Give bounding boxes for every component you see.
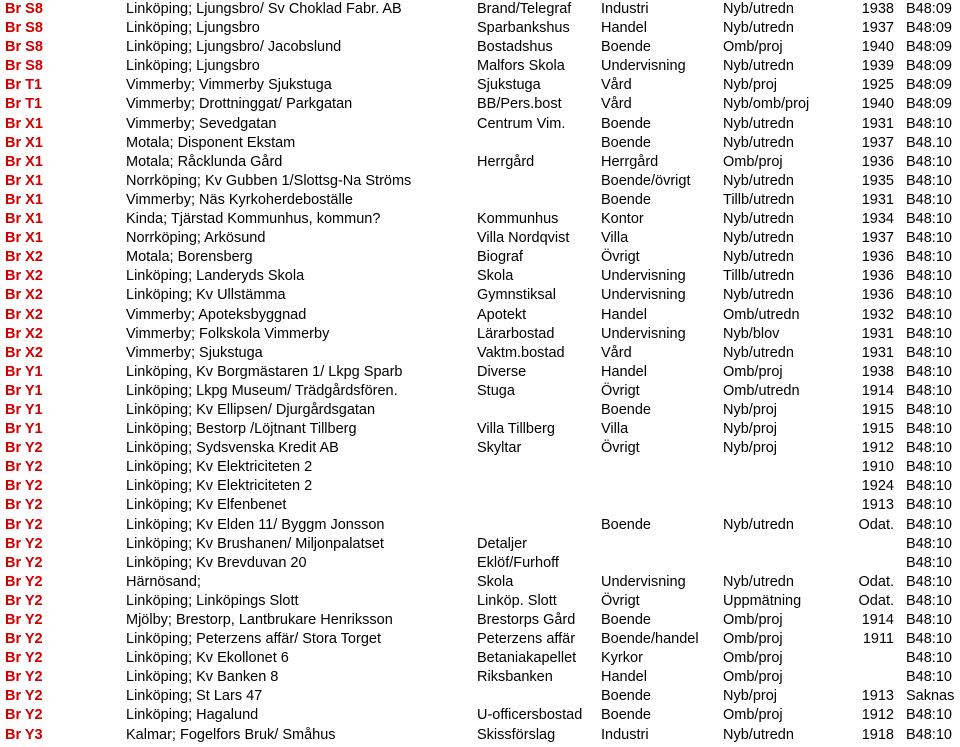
object-cell: Vaktm.bostad <box>477 344 565 361</box>
status-cell: Nyb/utredn <box>723 230 794 247</box>
table-row <box>0 496 960 515</box>
object-cell: Peterzens affär <box>477 631 576 648</box>
location-cell: Linköping; Ljungsbro <box>126 20 260 37</box>
location-cell: Linköping; Peterzens affär/ Stora Torget <box>126 631 381 648</box>
table-row <box>0 439 960 458</box>
object-cell: Apotekt <box>477 306 527 323</box>
table-row <box>0 668 960 687</box>
code-cell: Br Y3 <box>5 726 43 743</box>
table-row <box>0 95 960 114</box>
year-cell: 1931 <box>861 325 894 342</box>
object-cell: Betaniakapellet <box>477 650 577 667</box>
status-cell: Nyb/blov <box>723 325 780 342</box>
category-cell: Undervisning <box>601 268 686 285</box>
location-cell: Kinda; Tjärstad Kommunhus, kommun? <box>126 211 381 228</box>
location-cell: Vimmerby; Apoteksbyggnad <box>126 306 307 323</box>
table-row <box>0 19 960 38</box>
reference-cell: B48:10 <box>906 497 952 514</box>
category-cell: Villa <box>601 230 629 247</box>
location-cell: Linköping; Bestorp /Löjtnant Tillberg <box>126 421 357 438</box>
category-cell: Övrigt <box>601 382 640 399</box>
year-cell: 1914 <box>861 382 894 399</box>
location-cell: Härnösand; <box>126 573 201 590</box>
table-row <box>0 363 960 382</box>
object-cell: Skyltar <box>477 440 522 457</box>
table-row <box>0 134 960 153</box>
location-cell: Motala; Borensberg <box>126 249 253 266</box>
reference-cell: B48:09 <box>906 20 952 37</box>
table-row <box>0 420 960 439</box>
status-cell: Nyb/proj <box>723 77 777 94</box>
object-cell: Skola <box>477 268 514 285</box>
year-cell: 1911 <box>862 631 894 648</box>
table-row <box>0 649 960 668</box>
year-cell: 1918 <box>861 726 894 743</box>
object-cell: BB/Pers.bost <box>477 96 562 113</box>
category-cell: Undervisning <box>601 573 686 590</box>
reference-cell: B48:10 <box>906 535 952 552</box>
reference-cell: B48:10 <box>906 382 952 399</box>
reference-cell: B48:10 <box>906 650 952 667</box>
object-cell: Skola <box>477 573 514 590</box>
code-cell: Br X2 <box>5 325 43 342</box>
object-cell: Centrum Vim. <box>477 115 566 132</box>
reference-cell: B48:09 <box>906 77 952 94</box>
category-cell: Boende <box>601 707 651 724</box>
reference-cell: B48:09 <box>906 1 952 17</box>
code-cell: Br S8 <box>5 1 43 17</box>
table-row <box>0 229 960 248</box>
code-cell: Br Y2 <box>5 612 43 628</box>
object-cell: Skissförslag <box>477 726 556 743</box>
status-cell: Nyb/utredn <box>723 516 794 533</box>
reference-cell: B48:10 <box>906 172 952 189</box>
code-cell: Br S8 <box>5 58 43 75</box>
reference-cell: B48:10 <box>906 211 952 228</box>
reference-cell: B48:09 <box>906 39 952 56</box>
code-cell: Br Y2 <box>5 440 43 457</box>
reference-cell: B48.10 <box>906 134 952 151</box>
table-row <box>0 153 960 172</box>
reference-cell: B48:10 <box>906 268 952 285</box>
object-cell: Gymnstiksal <box>477 287 556 304</box>
location-cell: Linköping; Kv Brevduvan 20 <box>126 554 307 571</box>
status-cell: Nyb/proj <box>723 440 777 457</box>
reference-cell: B48:10 <box>906 554 952 571</box>
year-cell: 1935 <box>861 172 894 189</box>
reference-cell: B48:09 <box>906 58 952 75</box>
code-cell: Br X1 <box>5 191 43 208</box>
location-cell: Linköping; St Lars 47 <box>126 688 263 705</box>
status-cell: Omb/proj <box>723 631 783 648</box>
location-cell: Linköping; Hagalund <box>126 707 259 724</box>
category-cell: Industri <box>601 1 649 17</box>
code-cell: Br Y2 <box>5 650 43 667</box>
code-cell: Br Y2 <box>5 459 43 476</box>
object-cell: Eklöf/Furhoff <box>477 554 559 571</box>
code-cell: Br X1 <box>5 115 43 132</box>
table-row <box>0 306 960 325</box>
table-row <box>0 592 960 611</box>
location-cell: Linköping; Linköpings Slott <box>126 592 299 609</box>
table-row <box>0 191 960 210</box>
location-cell: Linköping; Lkpg Museum/ Trädgårdsfören. <box>126 382 398 399</box>
category-cell: Industri <box>601 726 649 743</box>
year-cell: 1938 <box>861 363 894 380</box>
year-cell: 1912 <box>861 440 894 457</box>
code-cell: Br Y2 <box>5 497 43 514</box>
code-cell: Br Y2 <box>5 554 43 571</box>
reference-cell: B48:10 <box>906 478 952 495</box>
object-cell: Villa Nordqvist <box>477 230 570 247</box>
reference-cell: B48:10 <box>906 631 952 648</box>
object-cell: Riksbanken <box>477 669 553 686</box>
object-cell: Brand/Telegraf <box>477 1 572 17</box>
code-cell: Br X1 <box>5 172 43 189</box>
code-cell: Br X1 <box>5 211 43 228</box>
table-row <box>0 0 960 19</box>
year-cell: 1931 <box>861 115 894 132</box>
location-cell: Kalmar; Fogelfors Bruk/ Småhus <box>126 726 336 743</box>
year-cell: 1937 <box>861 230 894 247</box>
year-cell: 1913 <box>861 688 894 705</box>
year-cell: 1913 <box>861 497 894 514</box>
object-cell: Malfors Skola <box>477 58 565 75</box>
category-cell: Vård <box>601 344 632 361</box>
year-cell: Odat. <box>858 592 894 609</box>
location-cell: Linköping; Kv Banken 8 <box>126 669 279 686</box>
location-cell: Vimmerby; Sjukstuga <box>126 344 263 361</box>
category-cell: Herrgård <box>601 153 659 170</box>
location-cell: Linköping; Kv Ekollonet 6 <box>126 650 289 667</box>
location-cell: Linköping; Kv Elektriciteten 2 <box>126 459 313 476</box>
object-cell: Stuga <box>477 382 515 399</box>
year-cell: 1924 <box>861 478 894 495</box>
status-cell: Omb/proj <box>723 612 783 628</box>
status-cell: Nyb/proj <box>723 401 777 418</box>
status-cell: Tillb/utredn <box>723 191 795 208</box>
reference-cell: B48:10 <box>906 306 952 323</box>
code-cell: Br X1 <box>5 230 43 247</box>
reference-cell: Saknas <box>906 688 955 705</box>
category-cell: Boende <box>601 134 651 151</box>
status-cell: Nyb/utredn <box>723 58 794 75</box>
table-row <box>0 382 960 401</box>
code-cell: Br X2 <box>5 268 43 285</box>
status-cell: Nyb/utredn <box>723 211 794 228</box>
category-cell: Vård <box>601 96 632 113</box>
location-cell: Norrköping; Kv Gubben 1/Slottsg-Na Ströms <box>126 172 412 189</box>
year-cell: 1931 <box>861 344 894 361</box>
status-cell: Omb/utredn <box>723 306 800 323</box>
year-cell: 1934 <box>861 211 894 228</box>
reference-cell: B48:10 <box>906 287 952 304</box>
status-cell: Omb/proj <box>723 650 783 667</box>
object-cell: Sparbankshus <box>477 20 570 37</box>
category-cell: Boende <box>601 115 651 132</box>
category-cell: Undervisning <box>601 287 686 304</box>
category-cell: Handel <box>601 669 647 686</box>
reference-cell: B48:10 <box>906 401 952 418</box>
object-cell: Brestorps Gård <box>477 612 576 628</box>
year-cell: 1936 <box>861 287 894 304</box>
table-row <box>0 726 960 745</box>
location-cell: Linköping; Kv Elektriciteten 2 <box>126 478 313 495</box>
code-cell: Br Y1 <box>5 401 43 418</box>
reference-cell: B48:10 <box>906 325 952 342</box>
object-cell: Biograf <box>477 249 523 266</box>
table-row <box>0 76 960 95</box>
table-row <box>0 573 960 592</box>
reference-cell: B48:10 <box>906 726 952 743</box>
location-cell: Linköping; Ljungsbro/ Sv Choklad Fabr. AB <box>126 1 402 17</box>
year-cell: 1937 <box>861 20 894 37</box>
year-cell: 1939 <box>861 58 894 75</box>
code-cell: Br T1 <box>5 77 43 94</box>
category-cell: Kyrkor <box>601 650 643 667</box>
year-cell: 1936 <box>861 153 894 170</box>
table-row <box>0 687 960 706</box>
location-cell: Motala; Råcklunda Gård <box>126 153 283 170</box>
table-row <box>0 115 960 134</box>
reference-cell: B48:10 <box>906 516 952 533</box>
category-cell: Boende <box>601 612 651 628</box>
status-cell: Omb/proj <box>723 363 783 380</box>
code-cell: Br Y2 <box>5 592 43 609</box>
object-cell: Linköp. Slott <box>477 592 557 609</box>
reference-cell: B48:10 <box>906 707 952 724</box>
status-cell: Nyb/utredn <box>723 1 794 17</box>
reference-cell: B48:10 <box>906 230 952 247</box>
reference-cell: B48:10 <box>906 344 952 361</box>
location-cell: Linköping; Sydsvenska Kredit AB <box>126 440 339 457</box>
table-row <box>0 325 960 344</box>
code-cell: Br Y2 <box>5 573 43 590</box>
object-cell: Diverse <box>477 363 527 380</box>
category-cell: Boende <box>601 688 651 705</box>
status-cell: Nyb/utredn <box>723 249 794 266</box>
reference-cell: B48:10 <box>906 421 952 438</box>
location-cell: Mjölby; Brestorp, Lantbrukare Henriksson <box>126 612 393 628</box>
table-row <box>0 267 960 286</box>
code-cell: Br X2 <box>5 306 43 323</box>
category-cell: Boende <box>601 401 651 418</box>
status-cell: Nyb/utredn <box>723 287 794 304</box>
object-cell: Lärarbostad <box>477 325 555 342</box>
category-cell: Vård <box>601 77 632 94</box>
location-cell: Vimmerby; Näs Kyrkoherdeboställe <box>126 191 353 208</box>
status-cell: Nyb/utredn <box>723 573 794 590</box>
year-cell: 1937 <box>861 134 894 151</box>
status-cell: Nyb/utredn <box>723 134 794 151</box>
code-cell: Br Y2 <box>5 535 43 552</box>
object-cell: Bostadshus <box>477 39 553 56</box>
code-cell: Br Y2 <box>5 669 43 686</box>
object-cell: Villa Tillberg <box>477 421 555 438</box>
year-cell: 1936 <box>861 268 894 285</box>
year-cell: 1931 <box>861 191 894 208</box>
reference-cell: B48:10 <box>906 249 952 266</box>
location-cell: Linköping; Ljungsbro <box>126 58 260 75</box>
reference-cell: B48:10 <box>906 363 952 380</box>
object-cell: U-officersbostad <box>477 707 583 724</box>
code-cell: Br Y2 <box>5 631 43 648</box>
table-row <box>0 630 960 649</box>
status-cell: Omb/proj <box>723 153 783 170</box>
reference-cell: B48:10 <box>906 459 952 476</box>
year-cell: 1915 <box>861 401 894 418</box>
reference-cell: B48:09 <box>906 96 952 113</box>
code-cell: Br Y1 <box>5 421 43 438</box>
object-cell: Herrgård <box>477 153 535 170</box>
location-cell: Linköping, Kv Borgmästaren 1/ Lkpg Sparb <box>126 363 403 380</box>
location-cell: Linköping; Kv Ullstämma <box>126 287 286 304</box>
code-cell: Br X2 <box>5 287 43 304</box>
table-row <box>0 57 960 76</box>
status-cell: Uppmätning <box>723 592 802 609</box>
status-cell: Nyb/utredn <box>723 726 794 743</box>
year-cell: 1912 <box>861 707 894 724</box>
code-cell: Br Y2 <box>5 516 43 533</box>
code-cell: Br Y1 <box>5 382 43 399</box>
category-cell: Villa <box>601 421 629 438</box>
status-cell: Nyb/omb/proj <box>723 96 810 113</box>
status-cell: Omb/proj <box>723 669 783 686</box>
status-cell: Nyb/utredn <box>723 115 794 132</box>
code-cell: Br T1 <box>5 96 43 113</box>
status-cell: Tillb/utredn <box>723 268 795 285</box>
code-cell: Br S8 <box>5 39 43 56</box>
object-cell: Sjukstuga <box>477 77 541 94</box>
category-cell: Handel <box>601 20 647 37</box>
reference-cell: B48:10 <box>906 191 952 208</box>
location-cell: Norrköping; Arkösund <box>126 230 266 247</box>
object-cell: Detaljer <box>477 535 527 552</box>
code-cell: Br Y2 <box>5 707 43 724</box>
category-cell: Undervisning <box>601 325 686 342</box>
year-cell: 1914 <box>861 612 894 628</box>
table-row <box>0 458 960 477</box>
location-cell: Linköping; Kv Elfenbenet <box>126 497 287 514</box>
reference-cell: B48:10 <box>906 592 952 609</box>
code-cell: Br X1 <box>5 134 43 151</box>
code-cell: Br X1 <box>5 153 43 170</box>
category-cell: Boende/handel <box>601 631 699 648</box>
category-cell: Boende <box>601 39 651 56</box>
year-cell: Odat. <box>858 516 894 533</box>
reference-cell: B48:10 <box>906 153 952 170</box>
table-row <box>0 401 960 420</box>
location-cell: Motala; Disponent Ekstam <box>126 134 296 151</box>
status-cell: Omb/proj <box>723 707 783 724</box>
category-cell: Boende <box>601 516 651 533</box>
category-cell: Handel <box>601 306 647 323</box>
status-cell: Nyb/proj <box>723 688 777 705</box>
location-cell: Linköping; Kv Ellipsen/ Djurgårdsgatan <box>126 401 376 418</box>
status-cell: Omb/utredn <box>723 382 800 399</box>
reference-cell: B48:10 <box>906 115 952 132</box>
table-row <box>0 611 960 630</box>
location-cell: Vimmerby; Sevedgatan <box>126 115 277 132</box>
code-cell: Br X2 <box>5 249 43 266</box>
table-row <box>0 516 960 535</box>
table-row <box>0 248 960 267</box>
category-cell: Övrigt <box>601 592 640 609</box>
year-cell: 1932 <box>861 306 894 323</box>
code-cell: Br Y1 <box>5 363 43 380</box>
reference-cell: B48:10 <box>906 669 952 686</box>
status-cell: Nyb/utredn <box>723 344 794 361</box>
location-cell: Linköping; Kv Elden 11/ Byggm Jonsson <box>126 516 385 533</box>
table-row <box>0 706 960 725</box>
category-cell: Boende/övrigt <box>601 172 691 189</box>
year-cell: 1910 <box>861 459 894 476</box>
reference-cell: B48:10 <box>906 612 952 628</box>
code-cell: Br X2 <box>5 344 43 361</box>
table-row <box>0 38 960 57</box>
location-cell: Vimmerby; Vimmerby Sjukstuga <box>126 77 332 94</box>
location-cell: Vimmerby; Drottninggat/ Parkgatan <box>126 96 353 113</box>
table-row <box>0 344 960 363</box>
category-cell: Övrigt <box>601 249 640 266</box>
status-cell: Nyb/utredn <box>723 172 794 189</box>
category-cell: Kontor <box>601 211 644 228</box>
year-cell: 1940 <box>861 96 894 113</box>
table-row <box>0 172 960 191</box>
table-row <box>0 286 960 305</box>
object-cell: Kommunhus <box>477 211 559 228</box>
year-cell: Odat. <box>858 573 894 590</box>
category-cell: Boende <box>601 191 651 208</box>
year-cell: 1940 <box>861 39 894 56</box>
reference-cell: B48:10 <box>906 573 952 590</box>
table-row <box>0 210 960 229</box>
status-cell: Omb/proj <box>723 39 783 56</box>
location-cell: Linköping; Ljungsbro/ Jacobslund <box>126 39 342 56</box>
year-cell: 1938 <box>861 1 894 17</box>
status-cell: Nyb/utredn <box>723 20 794 37</box>
status-cell: Nyb/proj <box>723 421 777 438</box>
year-cell: 1925 <box>861 77 894 94</box>
location-cell: Linköping; Kv Brushanen/ Miljonpalatset <box>126 535 384 552</box>
code-cell: Br S8 <box>5 20 43 37</box>
reference-cell: B48:10 <box>906 440 952 457</box>
location-cell: Linköping; Landeryds Skola <box>126 268 305 285</box>
code-cell: Br Y2 <box>5 478 43 495</box>
table-row <box>0 535 960 554</box>
year-cell: 1915 <box>861 421 894 438</box>
category-cell: Undervisning <box>601 58 686 75</box>
location-cell: Vimmerby; Folkskola Vimmerby <box>126 325 330 342</box>
year-cell: 1936 <box>861 249 894 266</box>
code-cell: Br Y2 <box>5 688 43 705</box>
category-cell: Övrigt <box>601 440 640 457</box>
table-row <box>0 554 960 573</box>
table-row <box>0 477 960 496</box>
category-cell: Handel <box>601 363 647 380</box>
